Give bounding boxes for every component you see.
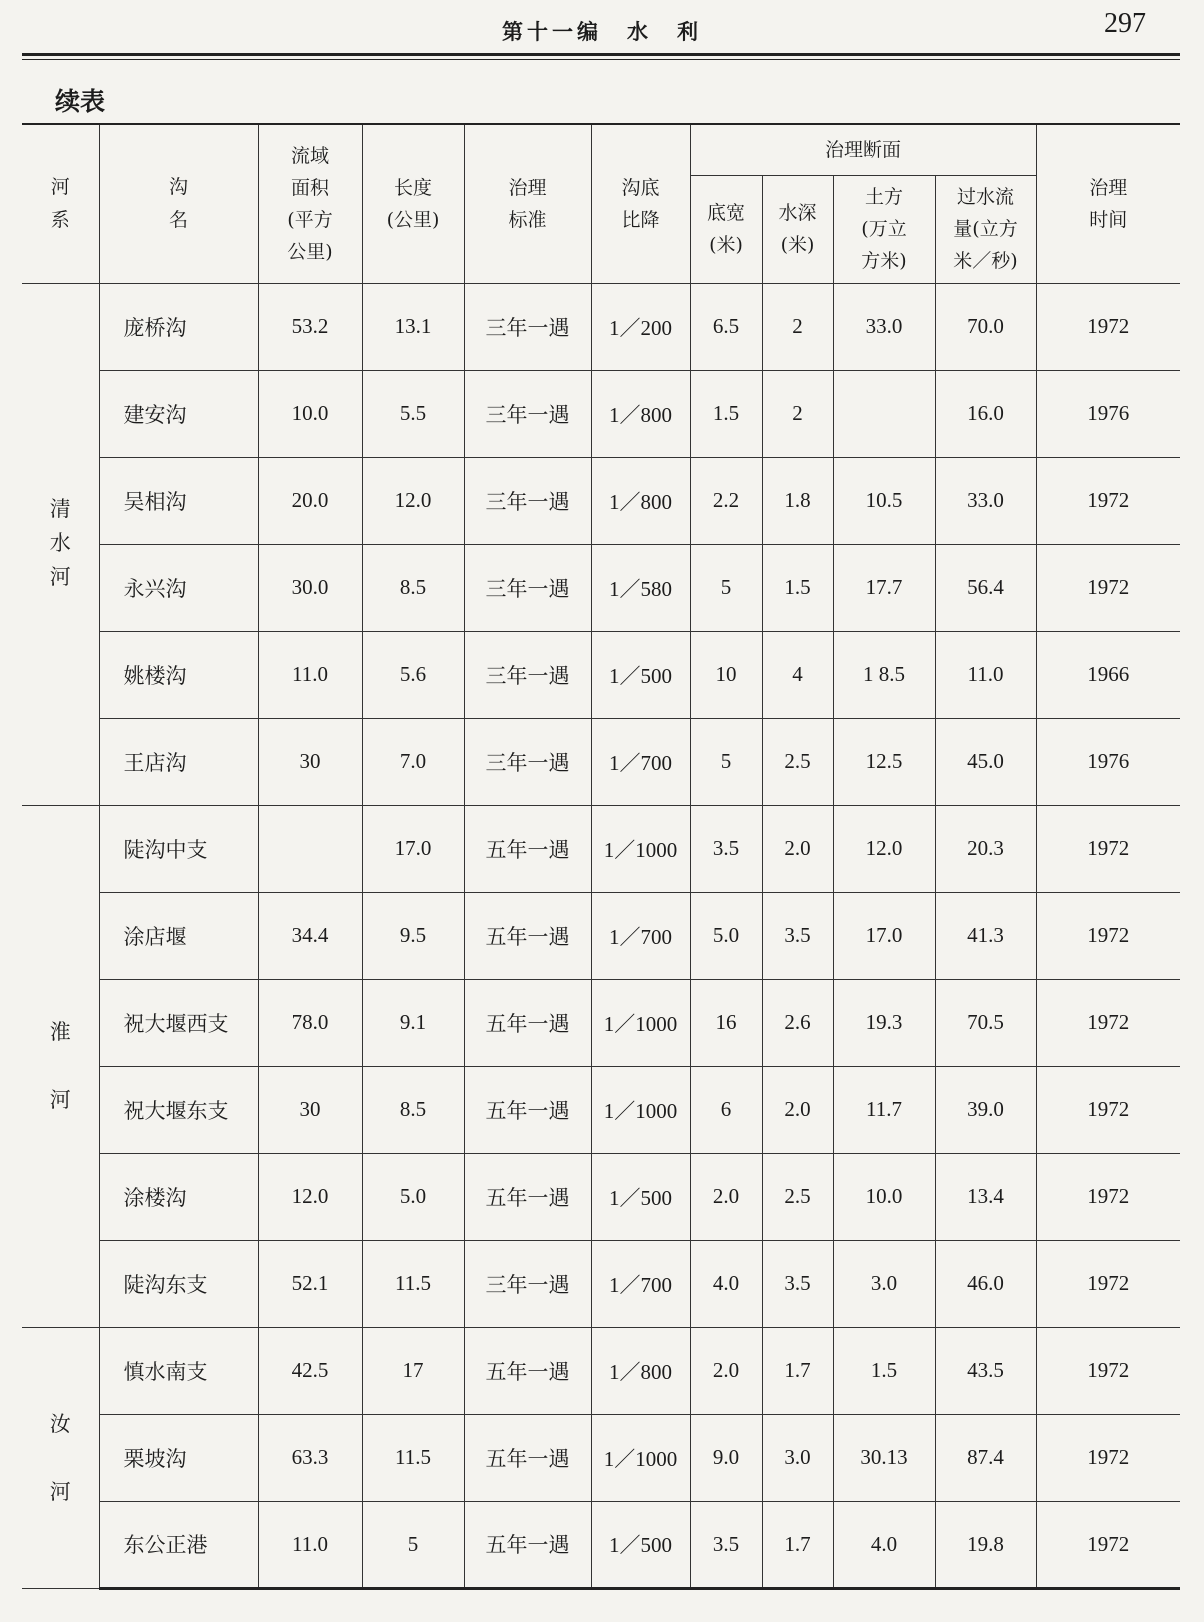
area-cell: 53.2 xyxy=(258,283,362,370)
gradient-cell: 1／800 xyxy=(591,1327,690,1414)
gradient-cell: 1／500 xyxy=(591,631,690,718)
standard-cell: 五年一遇 xyxy=(464,1066,591,1153)
table-row xyxy=(22,1153,1180,1240)
flow-capacity-cell: 16.0 xyxy=(935,370,1036,457)
flow-capacity-cell: 19.8 xyxy=(935,1501,1036,1588)
earthwork-cell: 1.5 xyxy=(833,1327,935,1414)
water-depth-cell: 3.0 xyxy=(762,1414,833,1501)
standard-cell: 五年一遇 xyxy=(464,1327,591,1414)
flow-capacity-cell: 56.4 xyxy=(935,544,1036,631)
ditch-name-cell: 建安沟 xyxy=(99,370,258,457)
length-cell: 5.6 xyxy=(362,631,464,718)
header-time: 治理 时间 xyxy=(1036,125,1180,283)
bottom-width-cell: 2.0 xyxy=(690,1327,762,1414)
ditch-name-cell: 涂楼沟 xyxy=(99,1153,258,1240)
bottom-width-cell: 10 xyxy=(690,631,762,718)
water-depth-cell: 1.5 xyxy=(762,544,833,631)
bottom-width-cell: 5 xyxy=(690,718,762,805)
year-cell: 1972 xyxy=(1036,283,1180,370)
river-system-label: 汝河 xyxy=(49,1411,71,1504)
bottom-width-cell: 5.0 xyxy=(690,892,762,979)
bottom-width-cell: 5 xyxy=(690,544,762,631)
earthwork-cell: 19.3 xyxy=(833,979,935,1066)
table-row xyxy=(22,1501,1180,1588)
header-bottom-width: 底宽 (米) xyxy=(690,175,762,283)
year-cell: 1972 xyxy=(1036,1153,1180,1240)
ditch-name-cell: 祝大堰东支 xyxy=(99,1066,258,1153)
gradient-cell: 1／1000 xyxy=(591,805,690,892)
ditch-name-cell: 栗坡沟 xyxy=(99,1414,258,1501)
river-system-cell xyxy=(22,1327,99,1588)
area-cell: 30.0 xyxy=(258,544,362,631)
year-cell: 1966 xyxy=(1036,631,1180,718)
river-system-cell xyxy=(22,805,99,1327)
bottom-width-cell: 4.0 xyxy=(690,1240,762,1327)
header-gradient: 沟底 比降 xyxy=(591,125,690,283)
table-body xyxy=(22,283,1180,1589)
earthwork-cell: 4.0 xyxy=(833,1501,935,1588)
standard-cell: 三年一遇 xyxy=(464,370,591,457)
standard-cell: 五年一遇 xyxy=(464,1501,591,1588)
year-cell: 1972 xyxy=(1036,1501,1180,1588)
year-cell: 1972 xyxy=(1036,457,1180,544)
header-water-depth: 水深 (米) xyxy=(762,175,833,283)
water-depth-cell: 2.0 xyxy=(762,1066,833,1153)
length-cell: 13.1 xyxy=(362,283,464,370)
year-cell: 1972 xyxy=(1036,1066,1180,1153)
length-cell: 7.0 xyxy=(362,718,464,805)
table-row xyxy=(22,1414,1180,1501)
ditch-name-cell: 庞桥沟 xyxy=(99,283,258,370)
gradient-cell: 1／700 xyxy=(591,718,690,805)
gradient-cell: 1／200 xyxy=(591,283,690,370)
standard-cell: 五年一遇 xyxy=(464,1153,591,1240)
standard-cell: 五年一遇 xyxy=(464,892,591,979)
header-earthwork: 土方 (万立 方米) xyxy=(833,175,935,283)
header-section: 治理断面 xyxy=(690,125,1036,175)
bottom-width-cell: 9.0 xyxy=(690,1414,762,1501)
year-cell: 1972 xyxy=(1036,1414,1180,1501)
year-cell: 1972 xyxy=(1036,1327,1180,1414)
bottom-width-cell: 2.2 xyxy=(690,457,762,544)
water-depth-cell: 4 xyxy=(762,631,833,718)
table-row xyxy=(22,283,1180,370)
running-header-title: 第十一编 水 利 xyxy=(502,19,702,44)
table-row xyxy=(22,1327,1180,1414)
length-cell: 11.5 xyxy=(362,1240,464,1327)
water-depth-cell: 2 xyxy=(762,283,833,370)
table-row xyxy=(22,370,1180,457)
table-caption: 续表 xyxy=(55,87,106,116)
bottom-width-cell: 3.5 xyxy=(690,1501,762,1588)
bottom-width-cell: 3.5 xyxy=(690,805,762,892)
year-cell: 1972 xyxy=(1036,1240,1180,1327)
ditch-name-cell: 慎水南支 xyxy=(99,1327,258,1414)
standard-cell: 三年一遇 xyxy=(464,457,591,544)
water-depth-cell: 2.0 xyxy=(762,805,833,892)
flow-capacity-cell: 43.5 xyxy=(935,1327,1036,1414)
year-cell: 1972 xyxy=(1036,544,1180,631)
water-depth-cell: 3.5 xyxy=(762,892,833,979)
gradient-cell: 1／580 xyxy=(591,544,690,631)
earthwork-cell: 11.7 xyxy=(833,1066,935,1153)
area-cell: 11.0 xyxy=(258,631,362,718)
length-cell: 11.5 xyxy=(362,1414,464,1501)
area-cell: 52.1 xyxy=(258,1240,362,1327)
bottom-width-cell: 2.0 xyxy=(690,1153,762,1240)
length-cell: 5.5 xyxy=(362,370,464,457)
earthwork-cell: 12.0 xyxy=(833,805,935,892)
area-cell: 30 xyxy=(258,718,362,805)
length-cell: 5.0 xyxy=(362,1153,464,1240)
flow-capacity-cell: 45.0 xyxy=(935,718,1036,805)
area-cell: 63.3 xyxy=(258,1414,362,1501)
flow-capacity-cell: 87.4 xyxy=(935,1414,1036,1501)
flow-capacity-cell: 39.0 xyxy=(935,1066,1036,1153)
standard-cell: 三年一遇 xyxy=(464,544,591,631)
earthwork-cell: 17.7 xyxy=(833,544,935,631)
water-depth-cell: 2.6 xyxy=(762,979,833,1066)
gradient-cell: 1／1000 xyxy=(591,1066,690,1153)
ditch-name-cell: 陡沟东支 xyxy=(99,1240,258,1327)
table-row xyxy=(22,544,1180,631)
header-rule-thin xyxy=(22,59,1180,60)
header-river: 河 系 xyxy=(22,125,99,283)
header-flow-capacity: 过水流 量(立方 米／秒) xyxy=(935,175,1036,283)
length-cell: 9.5 xyxy=(362,892,464,979)
length-cell: 17 xyxy=(362,1327,464,1414)
table-row xyxy=(22,718,1180,805)
river-system-cell xyxy=(22,283,99,805)
year-cell: 1972 xyxy=(1036,805,1180,892)
earthwork-cell xyxy=(833,370,935,457)
water-depth-cell: 2 xyxy=(762,370,833,457)
table-row xyxy=(22,892,1180,979)
water-depth-cell: 1.7 xyxy=(762,1327,833,1414)
gradient-cell: 1／1000 xyxy=(591,1414,690,1501)
ditch-name-cell: 东公正港 xyxy=(99,1501,258,1588)
earthwork-cell: 33.0 xyxy=(833,283,935,370)
year-cell: 1976 xyxy=(1036,718,1180,805)
ditch-name-cell: 祝大堰西支 xyxy=(99,979,258,1066)
flow-capacity-cell: 46.0 xyxy=(935,1240,1036,1327)
flow-capacity-cell: 13.4 xyxy=(935,1153,1036,1240)
length-cell: 5 xyxy=(362,1501,464,1588)
table-row xyxy=(22,805,1180,892)
area-cell: 30 xyxy=(258,1066,362,1153)
flow-capacity-cell: 33.0 xyxy=(935,457,1036,544)
flow-capacity-cell: 70.5 xyxy=(935,979,1036,1066)
earthwork-cell: 17.0 xyxy=(833,892,935,979)
header-ditch-name: 沟 名 xyxy=(99,125,258,283)
page-number: 297 xyxy=(1104,8,1146,39)
standard-cell: 三年一遇 xyxy=(464,718,591,805)
area-cell: 42.5 xyxy=(258,1327,362,1414)
table-row xyxy=(22,457,1180,544)
standard-cell: 五年一遇 xyxy=(464,805,591,892)
bottom-width-cell: 1.5 xyxy=(690,370,762,457)
header-rule-thick xyxy=(22,53,1180,56)
water-depth-cell: 2.5 xyxy=(762,1153,833,1240)
header-length: 长度 (公里) xyxy=(362,125,464,283)
area-cell: 11.0 xyxy=(258,1501,362,1588)
gradient-cell: 1／700 xyxy=(591,892,690,979)
year-cell: 1976 xyxy=(1036,370,1180,457)
gradient-cell: 1／500 xyxy=(591,1501,690,1588)
length-cell: 17.0 xyxy=(362,805,464,892)
bottom-width-cell: 6 xyxy=(690,1066,762,1153)
earthwork-cell: 10.0 xyxy=(833,1153,935,1240)
length-cell: 12.0 xyxy=(362,457,464,544)
standard-cell: 三年一遇 xyxy=(464,1240,591,1327)
header-area: 流域 面积 (平方 公里) xyxy=(258,125,362,283)
flow-capacity-cell: 11.0 xyxy=(935,631,1036,718)
earthwork-cell: 1 8.5 xyxy=(833,631,935,718)
gradient-cell: 1／800 xyxy=(591,457,690,544)
table-row xyxy=(22,1066,1180,1153)
length-cell: 8.5 xyxy=(362,544,464,631)
gradient-cell: 1／800 xyxy=(591,370,690,457)
water-depth-cell: 3.5 xyxy=(762,1240,833,1327)
standard-cell: 三年一遇 xyxy=(464,283,591,370)
table-row xyxy=(22,979,1180,1066)
standard-cell: 三年一遇 xyxy=(464,631,591,718)
standard-cell: 五年一遇 xyxy=(464,1414,591,1501)
bottom-width-cell: 16 xyxy=(690,979,762,1066)
area-cell: 10.0 xyxy=(258,370,362,457)
ditch-name-cell: 姚楼沟 xyxy=(99,631,258,718)
earthwork-cell: 30.13 xyxy=(833,1414,935,1501)
flow-capacity-cell: 41.3 xyxy=(935,892,1036,979)
river-system-label: 淮河 xyxy=(49,1020,71,1113)
ditch-name-cell: 涂店堰 xyxy=(99,892,258,979)
ditch-name-cell: 陡沟中支 xyxy=(99,805,258,892)
water-depth-cell: 1.8 xyxy=(762,457,833,544)
river-system-label: 清水河 xyxy=(49,496,71,589)
standard-cell: 五年一遇 xyxy=(464,979,591,1066)
area-cell: 12.0 xyxy=(258,1153,362,1240)
ditch-name-cell: 吴相沟 xyxy=(99,457,258,544)
table-row xyxy=(22,631,1180,718)
flow-capacity-cell: 20.3 xyxy=(935,805,1036,892)
table-row xyxy=(22,1240,1180,1327)
water-depth-cell: 1.7 xyxy=(762,1501,833,1588)
gradient-cell: 1／1000 xyxy=(591,979,690,1066)
year-cell: 1972 xyxy=(1036,892,1180,979)
length-cell: 9.1 xyxy=(362,979,464,1066)
area-cell xyxy=(258,805,362,892)
length-cell: 8.5 xyxy=(362,1066,464,1153)
year-cell: 1972 xyxy=(1036,979,1180,1066)
ditch-name-cell: 王店沟 xyxy=(99,718,258,805)
gradient-cell: 1／700 xyxy=(591,1240,690,1327)
earthwork-cell: 3.0 xyxy=(833,1240,935,1327)
gradient-cell: 1／500 xyxy=(591,1153,690,1240)
area-cell: 34.4 xyxy=(258,892,362,979)
ditch-governance-table xyxy=(22,125,1180,1590)
water-depth-cell: 2.5 xyxy=(762,718,833,805)
area-cell: 20.0 xyxy=(258,457,362,544)
earthwork-cell: 10.5 xyxy=(833,457,935,544)
header-standard: 治理 标准 xyxy=(464,125,591,283)
ditch-name-cell: 永兴沟 xyxy=(99,544,258,631)
flow-capacity-cell: 70.0 xyxy=(935,283,1036,370)
earthwork-cell: 12.5 xyxy=(833,718,935,805)
area-cell: 78.0 xyxy=(258,979,362,1066)
bottom-width-cell: 6.5 xyxy=(690,283,762,370)
